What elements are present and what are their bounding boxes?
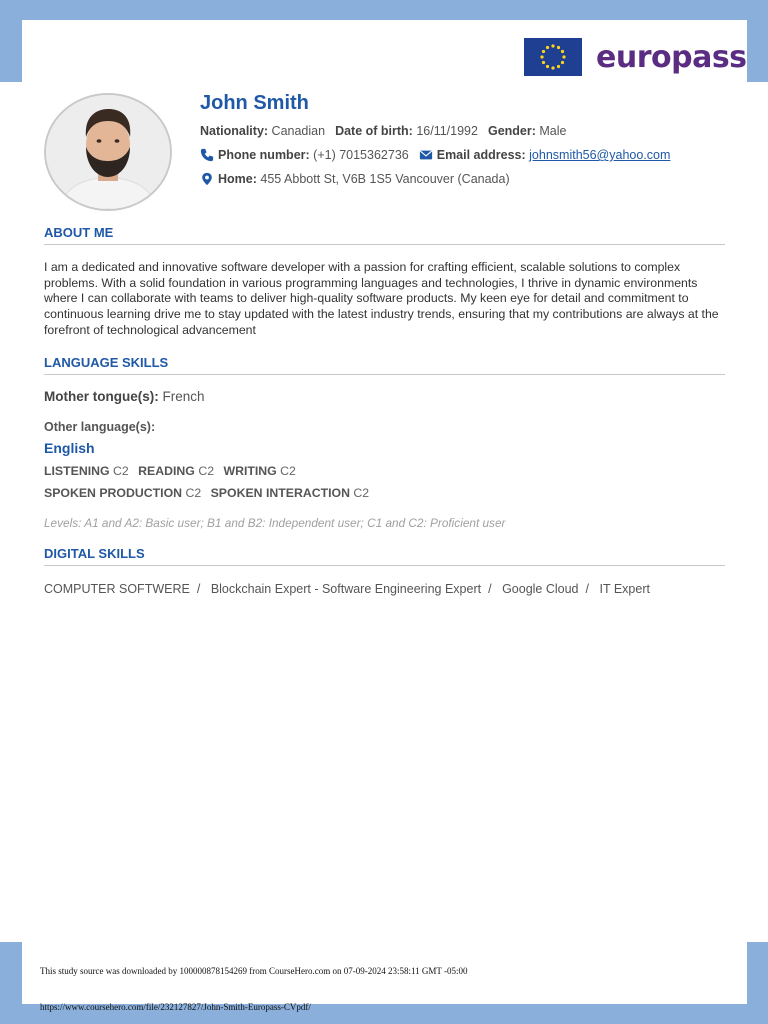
source-url[interactable]: https://www.coursehero.com/file/232127827/John-Smith-Europass-CVpdf/ (40, 1002, 311, 1012)
language-name: English (44, 440, 95, 456)
digital-skills-list (44, 582, 650, 596)
mother-tongue (44, 389, 205, 404)
dob-value: 16/11/1992 (416, 124, 478, 138)
full-name: John Smith (200, 92, 309, 114)
personal-info-line (200, 124, 566, 138)
location-pin-icon (200, 172, 214, 186)
mother-tongue-value: French (162, 389, 205, 404)
phone-icon (200, 148, 214, 162)
listening-label: LISTENING (44, 464, 110, 478)
spoken-interaction-level: C2 (353, 486, 370, 500)
gender-label: Gender: (487, 124, 536, 138)
about-text: I am a dedicated and innovative software developer with a passion for crafting efficient, scalable solutions to complex problems. With a solid foundation in various programming languages and technologies, I thrive in dynamic environments where I can collaborate with teams to deliver high-quality software products. My keen eye for detail and commitment to continuous learning drive me to stay updated with the latest industry trends, ensuring that my contributions are always at the forefront of technological advancement (44, 260, 719, 337)
digital-skill-item: IT Expert (599, 582, 650, 596)
skill-separator: / (585, 582, 589, 596)
email-link[interactable]: johnsmith56@yahoo.com (529, 148, 671, 162)
logo-wordmark: europass (596, 39, 747, 75)
spoken-production-label: SPOKEN PRODUCTION (44, 486, 183, 500)
skill-separator: / (196, 582, 201, 596)
home-value: 455 Abbott St, V6B 1S5 Vancouver (Canada) (260, 172, 510, 186)
gender-value: Male (539, 124, 567, 138)
eu-flag-icon (524, 38, 582, 76)
spoken-interaction-label: SPOKEN INTERACTION (210, 486, 350, 500)
digital-skill-item: COMPUTER SOFTWERE (44, 582, 190, 596)
spoken-production-level: C2 (185, 486, 202, 500)
nationality-label: Nationality: (200, 124, 269, 138)
digital-skill-item: Google Cloud (502, 582, 579, 596)
contact-line (200, 148, 670, 162)
address-line (200, 172, 510, 186)
mother-tongue-label: Mother tongue(s): (44, 389, 159, 404)
about-section-title: ABOUT ME (44, 225, 725, 245)
email-label: Email address: (436, 148, 526, 162)
reading-level: C2 (198, 464, 215, 478)
writing-level: C2 (280, 464, 296, 478)
digital-skill-item: Blockchain Expert - Software Engineering Expert (210, 582, 482, 596)
language-section-title: LANGUAGE SKILLS (44, 355, 725, 375)
home-label: Home: (218, 172, 257, 186)
digital-section-title: DIGITAL SKILLS (44, 546, 725, 566)
europass-logo (524, 38, 747, 76)
language-levels-row-1 (44, 464, 296, 478)
language-levels-row-2 (44, 486, 369, 500)
listening-level: C2 (113, 464, 129, 478)
other-languages-label: Other language(s): (44, 420, 156, 434)
phone-value: (+1) 7015362736 (313, 148, 409, 162)
dob-label: Date of birth: (335, 124, 413, 138)
cv-page (22, 20, 747, 1004)
download-note: This study source was downloaded by 100000878154269 from CourseHero.com on 07-09-2024 23:58:11 GMT -05:00 (40, 966, 468, 976)
skill-separator: / (488, 582, 492, 596)
phone-label: Phone number: (218, 148, 310, 162)
nationality-value: Canadian (271, 124, 326, 138)
avatar (44, 93, 172, 211)
reading-label: READING (138, 464, 195, 478)
writing-label: WRITING (223, 464, 277, 478)
levels-note: Levels: A1 and A2: Basic user; B1 and B2: Independent user; C1 and C2: Proficient user (44, 516, 506, 530)
envelope-icon (419, 148, 433, 162)
